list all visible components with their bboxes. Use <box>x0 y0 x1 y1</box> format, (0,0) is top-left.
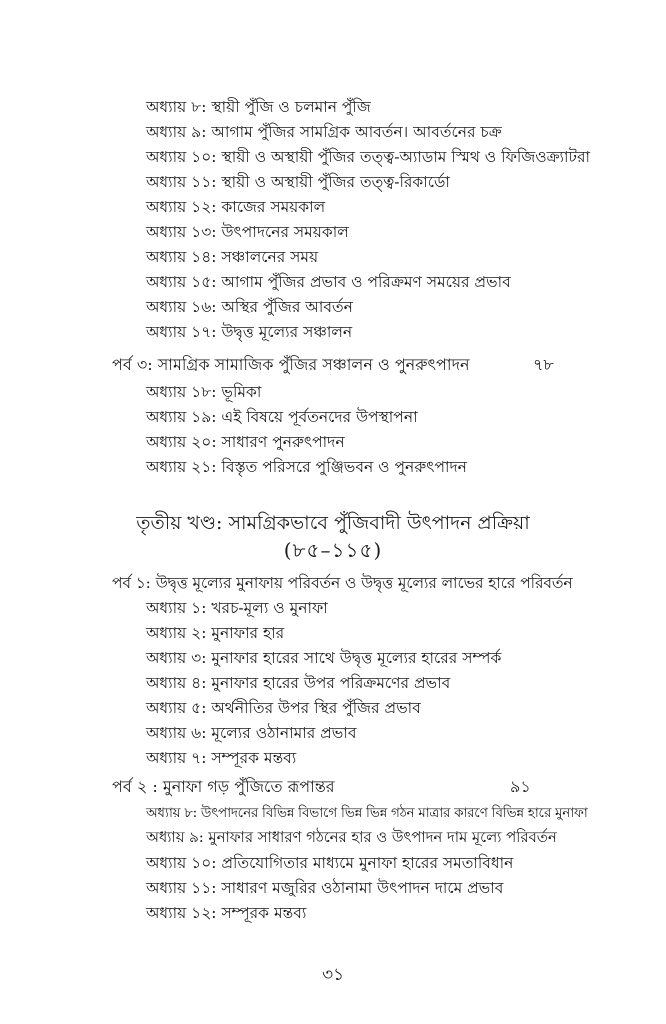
toc-chapter: অধ্যায় ৩: মুনাফার হারের সাথে উদ্বৃত্ত মূল্যের হারের সম্পর্ক <box>146 649 502 667</box>
toc-chapter: অধ্যায় ১২: কাজের সময়কাল <box>146 198 326 216</box>
toc-part-page: ৭৮ <box>533 355 554 374</box>
toc-chapter: অধ্যায় ১০: স্থায়ী ও অস্থায়ী পুঁজির তত্ত্ব-অ্যাডাম স্মিথ ও ফিজিওক্র্যাটরা <box>146 148 591 166</box>
toc-chapter: অধ্যায় ২০: সাধারণ পুনরুৎপাদন <box>146 433 345 451</box>
page-number: ৩১ <box>321 965 345 985</box>
toc-chapter: অধ্যায় ১১: স্থায়ী ও অস্থায়ী পুঁজির তত্ত্ব-রিকার্ডো <box>146 173 450 191</box>
toc-chapter: অধ্যায় ৭: সম্পূরক মন্তব্য <box>146 749 297 767</box>
toc-chapter: অধ্যায় ১৫: আগাম পুঁজির প্রভাব ও পরিক্রমণ সময়ের প্রভাব <box>146 273 511 291</box>
toc-chapter: অধ্যায় ৮: স্থায়ী পুঁজি ও চলমান পুঁজি <box>146 98 371 116</box>
toc-chapter: অধ্যায় ১৪: সঞ্চালনের সময় <box>146 248 319 266</box>
toc-chapter: অধ্যায় ৮: উৎপাদনের বিভিন্ন বিভাগে ভিন্ন ভিন্ন গঠন মাত্রার কারণে বিভিন্ন হারে মুনাফা <box>146 805 588 821</box>
toc-chapter: অধ্যায় ১৬: অস্থির পুঁজির আবর্তন <box>146 298 353 316</box>
toc-chapter: অধ্যায় ১: খরচ-মূল্য ও মুনাফা <box>146 599 328 617</box>
toc-chapter: অধ্যায় ১৩: উৎপাদনের সময়কাল <box>146 223 349 241</box>
toc-part-title: পর্ব ২ : মুনাফা গড় পুঁজিতে রূপান্তর <box>112 777 335 796</box>
toc-chapter: অধ্যায় ১৯: এই বিষয়ে পূর্বতনদের উপস্থাপনা <box>146 408 418 426</box>
toc-part-title: পর্ব ১: উদ্বৃত্ত মূল্যের মুনাফায় পরিবর্তন ও উদ্বৃত্ত মূল্যের লাভের হারে পরিবর্তন <box>112 574 573 592</box>
toc-part-title: পর্ব ৩: সামগ্রিক সামাজিক পুঁজির সঞ্চালন ও পুনরুৎপাদন <box>112 355 470 374</box>
toc-chapter: অধ্যায় ৫: অর্থনীতির উপর স্থির পুঁজির প্রভাব <box>146 699 421 717</box>
toc-chapter: অধ্যায় ১৮: ভূমিকা <box>146 383 262 401</box>
toc-chapter: অধ্যায় ১৭: উদ্বৃত্ত মূল্যের সঞ্চালন <box>146 323 353 341</box>
toc-part-page: ৯১ <box>510 777 531 796</box>
toc-chapter: অধ্যায় ১২: সম্পূরক মন্তব্য <box>146 904 307 922</box>
toc-chapter: অধ্যায় ৯: আগাম পুঁজির সামগ্রিক আবর্তন। আবর্তনের চক্র <box>146 123 502 141</box>
toc-chapter: অধ্যায় ২: মুনাফার হার <box>146 624 285 642</box>
toc-chapter: অধ্যায় ১০: প্রতিযোগিতার মাধ্যমে মুনাফা হারের সমতাবিধান <box>146 854 514 872</box>
volume-page-range: (৮৫–১১৫) <box>283 538 383 562</box>
toc-chapter: অধ্যায় ৬: মূল্যের ওঠানামার প্রভাব <box>146 724 357 742</box>
toc-chapter: অধ্যায় ৪: মুনাফার হারের উপর পরিক্রমণের প্রভাব <box>146 674 451 692</box>
toc-chapter: অধ্যায় ১১: সাধারণ মজুরির ওঠানামা উৎপাদন দামে প্রভাব <box>146 879 504 897</box>
volume-title: তৃতীয় খণ্ড: সামগ্রিকভাবে পুঁজিবাদী উৎপাদন প্রক্রিয়া <box>136 512 530 534</box>
toc-chapter: অধ্যায় ৯: মুনাফার সাধারণ গঠনের হার ও উৎপাদন দাম মূল্যে পরিবর্তন <box>146 829 557 846</box>
toc-chapter: অধ্যায় ২১: বিস্তৃত পরিসরে পুঞ্জিভবন ও পুনরুৎপাদন <box>146 458 467 476</box>
